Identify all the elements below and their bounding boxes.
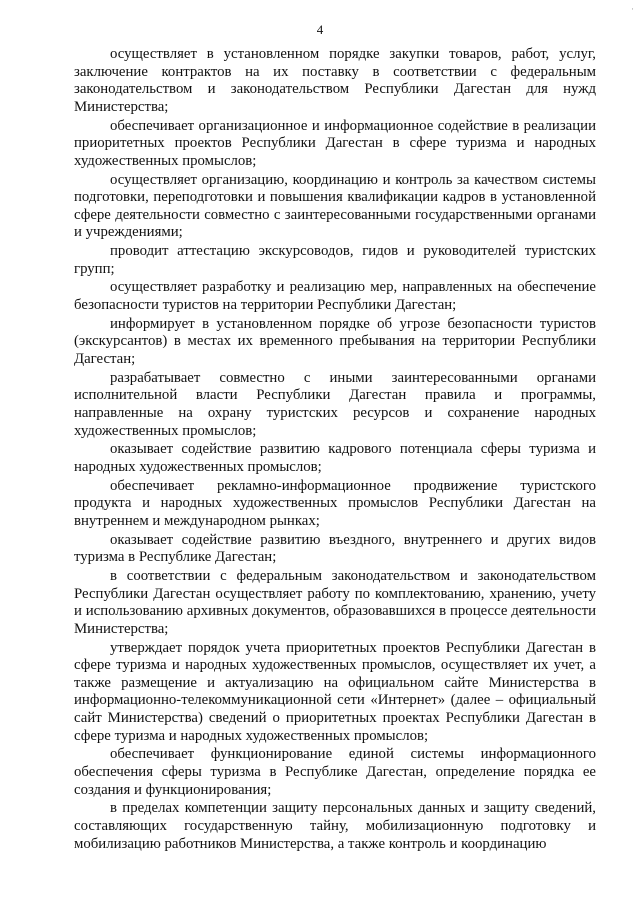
paragraph: осуществляет разработку и реализацию мер, направленных на обеспечение безопасности туристов на территории Республики Дагестан; [74,279,596,314]
paragraph: обеспечивает организационное и информационное содействие в реализации приоритетных проектов Республики Дагестан в сфере туризма и народных художественных промыслов; [74,117,596,169]
paragraph: разрабатывает совместно с иными заинтересованными органами исполнительной власти Республики Дагестан правила и программы, направленные на охрану туристских ресурсов и сохранение народных художественных промыслов; [74,369,596,439]
paragraph: в соответствии с федеральным законодательством и законодательством Республики Дагестан осуществляет работу по комплектованию, хранению, учету и использованию архивных документов, образовавшихся в процессе деятельности Министерства; [74,568,596,637]
paragraph: проводит аттестацию экскурсоводов, гидов и руководителей туристских групп; [74,243,596,277]
paragraph: обеспечивает рекламно-информационное продвижение туристского продукта и народных художественных промыслов Республики Дагестан на внутреннем и международном рынках; [74,477,596,529]
paragraph: оказывает содействие развитию кадрового потенциала сферы туризма и народных художественных промыслов; [74,441,596,475]
paragraph: осуществляет в установленном порядке закупки товаров, работ, услуг, заключение контрактов на их поставку в соответствии с федеральным законодательством и законодательством Республики Дагестан для нужд Министерства; [74,46,596,115]
paragraph: информирует в установленном порядке об угрозе безопасности туристов (экскурсантов) в местах их временного пребывания на территории Республики Дагестан; [74,315,596,368]
paragraph: оказывает содействие развитию въездного, внутреннего и других видов туризма в Республике Дагестан; [74,531,596,566]
paragraph: в пределах компетенции защиту персональных данных и защиту сведений, составляющих государственную тайну, мобилизационную подготовку и мобилизацию работников Министерства, а также контроль и координацию [74,800,596,852]
scan-mark: · [631,4,634,14]
page-number: 4 [316,22,324,37]
document-body [74,46,596,854]
paragraph: утверждает порядок учета приоритетных проектов Республики Дагестан в сфере туризма и народных художественных промыслов, осуществляет их учет, а также размещение и актуализацию на официальном сайте Министерства в информационно-телекоммуникационной сети «Интернет» (далее – официальный сайт Министерства) сведений о приоритетных проектах Республики Дагестан в сфере туризма и народных художественных промыслов; [74,639,596,744]
paragraph: обеспечивает функционирование единой системы информационного обеспечения сферы туризма в Республике Дагестан, определение порядка ее создания и функционирования; [74,746,596,798]
paragraph: осуществляет организацию, координацию и контроль за качеством системы подготовки, переподготовки и повышения квалификации кадров в установленной сфере деятельности совместно с заинтересованными государственными органами и учреждениями; [74,171,596,241]
